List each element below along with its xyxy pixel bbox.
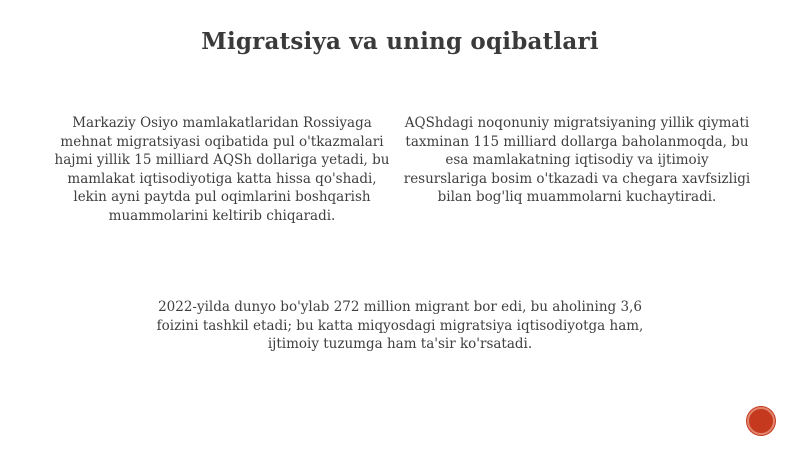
left-paragraph: Markaziy Osiyo mamlakatlaridan Rossiyaga mehnat migratsiyasi oqibatida pul o'tkazmalari hajmi yillik 15 milliard AQSh dollariga yetadi, bu mamlakat iqtisodiyotiga katta hissa qo'shadi, lekin ayni paytda pul oqimlarini boshqarish muammolarini keltirib chiqaradi. — [54, 115, 390, 224]
bottom-paragraph: 2022-yilda dunyo bo'ylab 272 million migrant bor edi, bu aholining 3,6 foizini tashkil etadi; bu katta miqyosdagi migratsiya iqtisodiyotga ham, ijtimoiy tuzumga ham ta'sir ko'rsatadi. — [156, 299, 644, 353]
right-paragraph: AQShdagi noqonuniy migratsiyaning yillik qiymati taxminan 115 milliard dollarga baholanmoqda, bu esa mamlakatning iqtisodiy va ijtimoiy resurslariga bosim o'tkazadi va chegara xavfsizligi bilan bog'liq muammolarni kuchaytiradi. — [403, 115, 751, 206]
next-slide-icon[interactable] — [747, 407, 775, 435]
slide-title: Migratsiya va uning oqibatlari — [201, 28, 599, 55]
